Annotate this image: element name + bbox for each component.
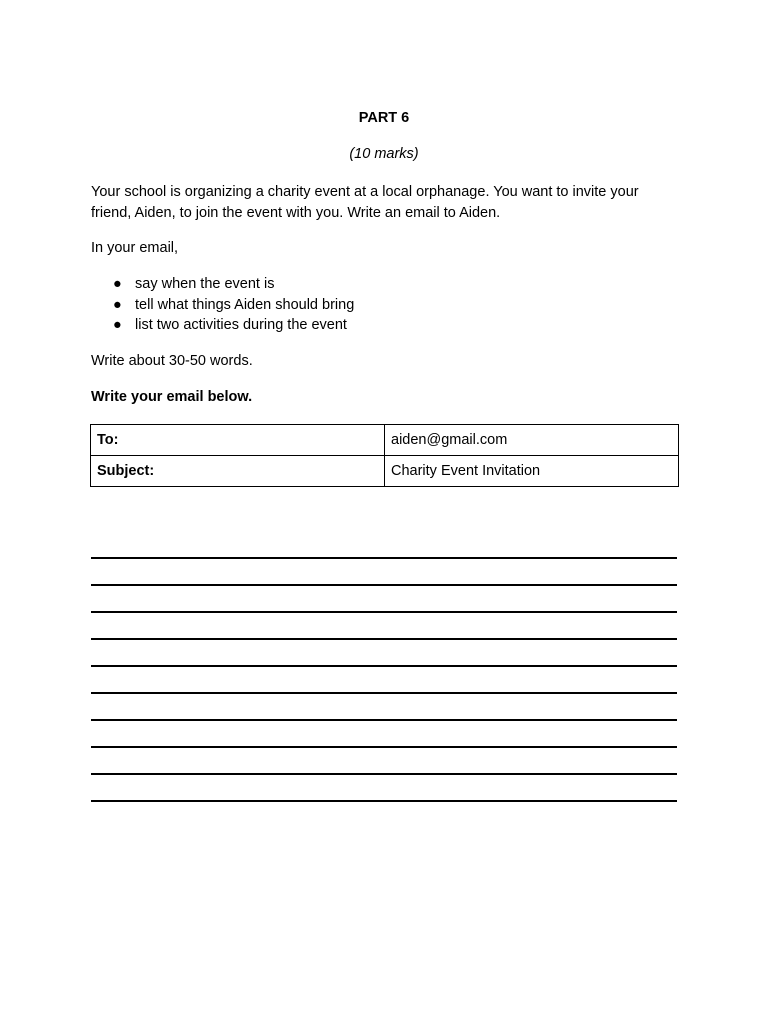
task-instructions: Your school is organizing a charity event at a local orphanage. You want to invite your friend, Aiden, to join the event with you. Write an email to Aiden. xyxy=(91,184,639,221)
answer-line[interactable] xyxy=(91,667,677,694)
answer-line[interactable] xyxy=(91,694,677,721)
answer-line[interactable] xyxy=(91,775,677,802)
subject-value: Charity Event Invitation xyxy=(385,456,679,487)
bullet-icon: ● xyxy=(113,296,122,313)
to-label: To: xyxy=(91,425,385,456)
table-row xyxy=(91,425,679,456)
list-item-text: say when the event is xyxy=(135,276,275,292)
part-title: PART 6 xyxy=(358,110,410,126)
email-lead: In your email, xyxy=(91,240,179,256)
subject-label: Subject: xyxy=(91,456,385,487)
list-item xyxy=(91,315,354,336)
answer-lines xyxy=(91,557,677,802)
bullet-icon: ● xyxy=(113,317,122,333)
answer-line[interactable] xyxy=(91,559,677,586)
write-below-heading: Write your email below. xyxy=(91,389,253,405)
word-count-note: Write about 30-50 words. xyxy=(91,353,253,369)
answer-line[interactable] xyxy=(91,748,677,775)
list-item-text: tell what things Aiden should bring xyxy=(135,296,355,313)
table-row xyxy=(91,456,679,487)
email-header-table xyxy=(90,424,679,487)
requirements-list xyxy=(91,274,354,336)
to-value: aiden@gmail.com xyxy=(385,425,679,456)
answer-line[interactable] xyxy=(91,721,677,748)
answer-line[interactable] xyxy=(91,586,677,613)
list-item xyxy=(91,274,354,295)
answer-line[interactable] xyxy=(91,640,677,667)
list-item xyxy=(91,295,354,316)
bullet-icon: ● xyxy=(113,276,122,292)
list-item-text: list two activities during the event xyxy=(135,317,347,333)
marks-note: (10 marks) xyxy=(349,146,419,162)
answer-line[interactable] xyxy=(91,613,677,640)
